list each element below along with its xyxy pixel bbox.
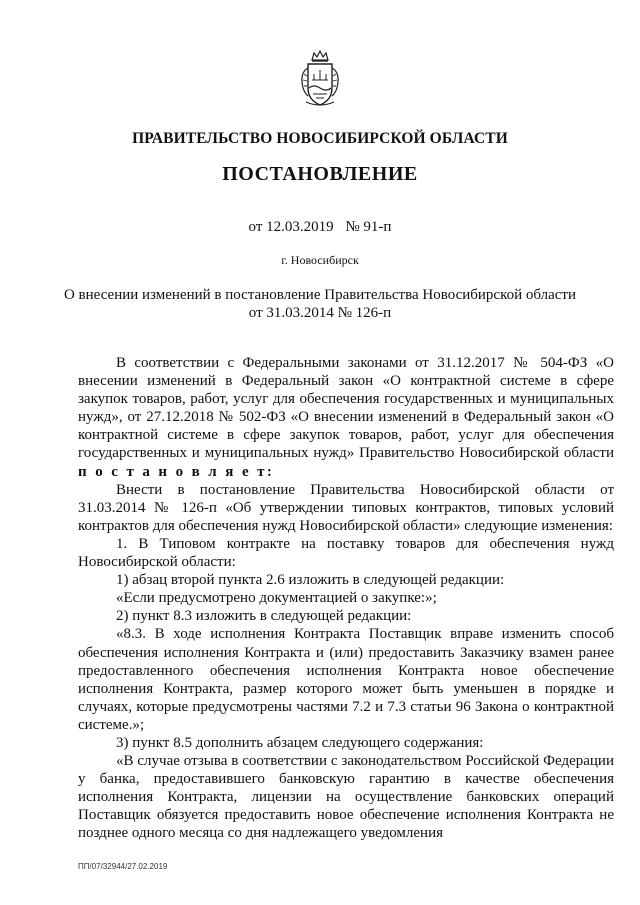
preamble-text: В соответствии с Федеральными законами от 31.12.2017 № 504-ФЗ «О внесении изменений в Федеральный закон «О контрактной системе в сфере закупок товаров, работ, услуг для обеспечения государственных и муниципальных нужд», от 27.12.2018 № 502-ФЗ «О внесении изменений в Федеральный закон «О контрактной системе в сфере закупок товаров, работ, услуг для обеспечения государственных и муниципальных нужд» Правительство Новосибирской области <box>78 355 614 462</box>
document-subject <box>60 286 580 322</box>
document-type: ПОСТАНОВЛЕНИЕ <box>222 163 418 185</box>
document-city: г. Новосибирск <box>281 253 359 267</box>
paragraph-quote-2: «8.3. В ходе исполнения Контракта Поставщик вправе изменить способ обеспечения исполнения Контракта и (или) предоставить Заказчику взамен ранее предоставленного обеспечения исполнения Контракта новое обеспечение исполнения Контракта, размер которого может быть уменьшен в порядке и случаях, которые предусмотрены частями 7.2 и 7.3 статьи 96 Закона о контрактной системе.»; <box>78 626 614 733</box>
paragraph-subitem-2: 2) пункт 8.3 изложить в следующей редакции: <box>116 608 412 625</box>
coat-of-arms-icon <box>298 50 342 108</box>
footer-code: ПП/07/32944/27.02.2019 <box>78 862 168 871</box>
decree-word: п о с т а н о в л я е т <box>78 463 267 480</box>
paragraph-quote-3: «В случае отзыва в соответствии с законодательством Российской Федерации у банка, предоставившего банковскую гарантию в качестве обеспечения исполнения Контракта, лицензии на осуществление банковских операций Поставщик обязуется предоставить новое обеспечение исполнения Контракта не позднее одного месяца со дня надлежащего уведомления <box>78 753 614 842</box>
paragraph-preamble <box>78 354 614 481</box>
government-name: ПРАВИТЕЛЬСТВО НОВОСИБИРСКОЙ ОБЛАСТИ <box>132 130 508 147</box>
paragraph-quote-1: «Если предусмотрено документацией о закупке:»; <box>116 590 437 607</box>
decree-colon: : <box>266 463 272 480</box>
document-number: № 91-п <box>345 219 392 235</box>
paragraph-subitem-3: 3) пункт 8.5 дополнить абзацем следующего содержания: <box>116 734 484 751</box>
document-body <box>78 354 614 843</box>
paragraph-item-1: 1. В Типовом контракте на поставку товаров для обеспечения нужд Новосибирской области: <box>78 535 614 571</box>
document-date: от 12.03.2019 <box>248 219 334 235</box>
document-date-line <box>0 219 640 236</box>
subject-line-1: О внесении изменений в постановление Правительства Новосибирской области <box>63 287 577 303</box>
paragraph-subitem-1: 1) абзац второй пункта 2.6 изложить в следующей редакции: <box>116 572 505 589</box>
subject-line-2: от 31.03.2014 № 126-п <box>248 305 392 321</box>
paragraph-amend: Внести в постановление Правительства Новосибирской области от 31.03.2014 № 126-п «Об утверждении типовых контрактов, типовых условий контрактов для обеспечения нужд Новосибирской области» следующие изменения: <box>78 481 614 534</box>
